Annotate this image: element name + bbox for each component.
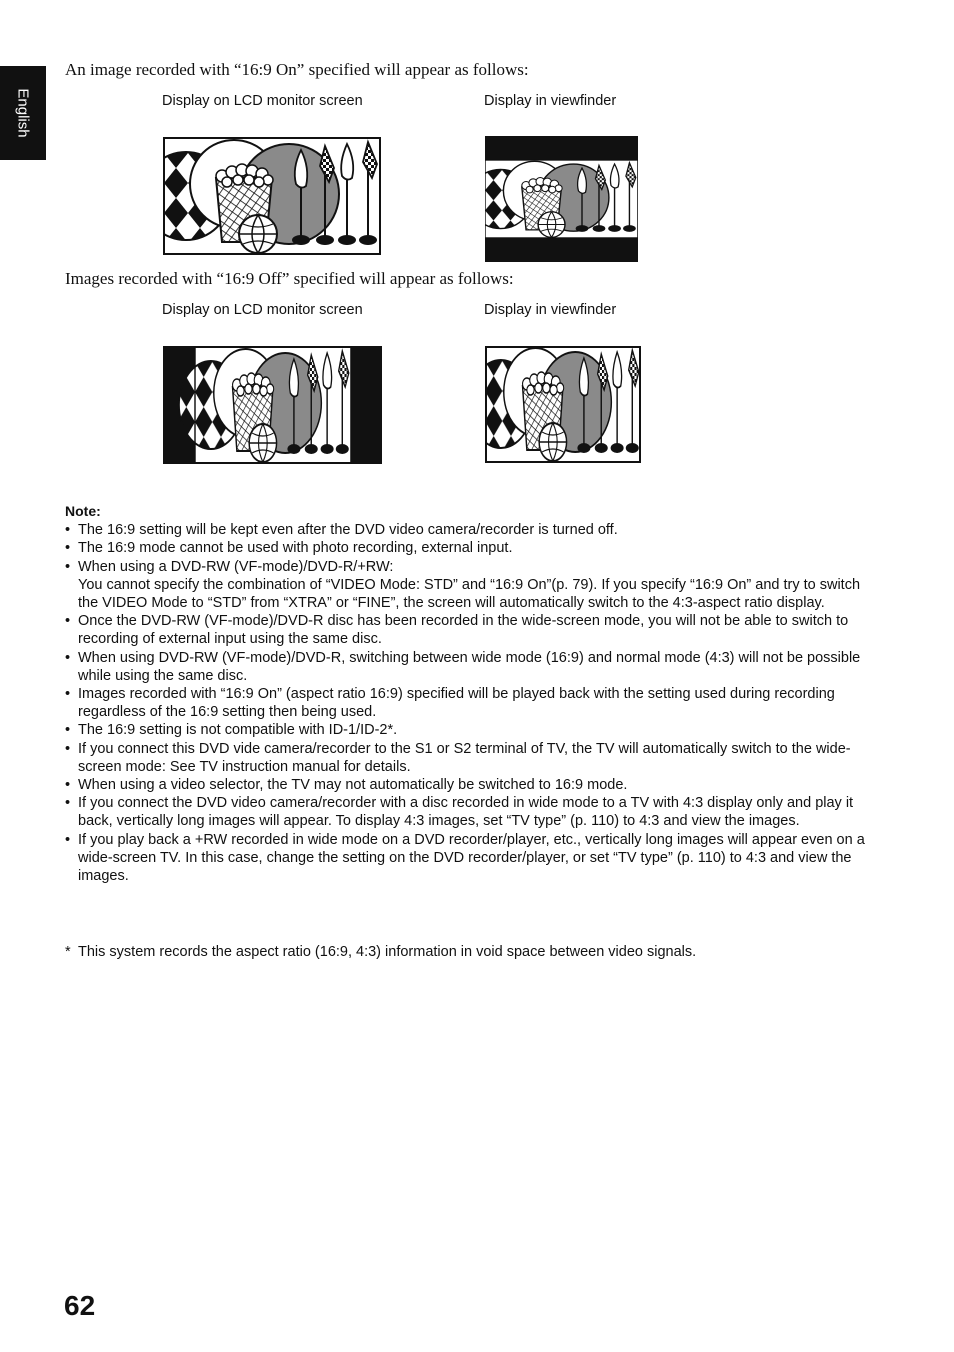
page-number: 62 <box>64 1290 96 1321</box>
language-tab-label: English <box>14 88 32 138</box>
list-item: • The 16:9 mode cannot be used with photo recording, external input. <box>65 539 875 557</box>
section2-caption-lcd: Display on LCD monitor screen <box>162 302 363 318</box>
note-title: Note: <box>65 503 101 519</box>
section2-caption-viewfinder: Display in viewfinder <box>484 302 617 318</box>
list-item: • The 16:9 setting is not compatible with ID-1/ID-2*. <box>65 721 875 739</box>
list-item: • Once the DVD-RW (VF-mode)/DVD-R disc has been recorded in the wide-screen mode, you will not be able to switch to recording of external input using the same disc. <box>65 612 875 648</box>
list-item: • If you play back a +RW recorded in wide mode on a DVD recorder/player, etc., vertically long images will appear even on a wide-screen TV. In this case, change the setting on the DVD recorder/player, or set “TV type” (p. 110) to 4:3 and view the images. <box>65 831 875 886</box>
section1-caption-lcd: Display on LCD monitor screen <box>162 93 363 109</box>
figure-16-9-on-viewfinder <box>485 136 638 262</box>
figure-16-9-off-viewfinder <box>485 346 641 463</box>
list-item: • If you connect this DVD vide camera/recorder to the S1 or S2 terminal of TV, the TV will automatically switch to the wide-screen mode: See TV instruction manual for details. <box>65 740 875 776</box>
note-list <box>65 521 875 885</box>
list-item: • When using a DVD-RW (VF-mode)/DVD-R/+RW: You cannot specify the combination of “VIDEO Mode: STD” and “16:9 On”(p. 79). If you specify “16:9 On” and try to switch the VIDEO Mode to “STD” from “XTRA” or “FINE”, the screen will automatically switch to the 4:3-aspect ratio display. <box>65 558 875 613</box>
list-item: • The 16:9 setting will be kept even after the DVD video camera/recorder is turned off. <box>65 521 875 539</box>
footnote-mark: * <box>65 944 71 960</box>
note-section <box>65 502 875 885</box>
section1-heading: An image recorded with “16:9 On” specified will appear as follows: <box>65 60 529 79</box>
section1-caption-viewfinder: Display in viewfinder <box>484 93 617 109</box>
footnote-text: This system records the aspect ratio (16:9, 4:3) information in void space between video signals. <box>78 944 697 960</box>
list-item-continuation: You cannot specify the combination of “VIDEO Mode: STD” and “16:9 On”(p. 79). If you specify “16:9 On” and try to switch the VIDEO Mode to “STD” from “XTRA” or “FINE”, the screen will automatically switch to the 4:3-aspect ratio display. <box>78 576 861 612</box>
list-item: • Images recorded with “16:9 On” (aspect ratio 16:9) specified will be played back with the setting used during recording regardless of the 16:9 setting then being used. <box>65 685 875 721</box>
list-item: • If you connect the DVD video camera/recorder with a disc recorded in wide mode to a TV with 4:3 display only and play it back, vertically long images will appear. To display 4:3 images, set “TV type” (p. 110) to 4:3 and view the images. <box>65 794 875 830</box>
figure-16-9-on-lcd <box>163 137 382 255</box>
section2-heading: Images recorded with “16:9 Off” specified will appear as follows: <box>65 269 514 288</box>
figure-16-9-off-lcd <box>163 346 382 464</box>
footnote <box>65 943 875 961</box>
list-item: • When using DVD-RW (VF-mode)/DVD-R, switching between wide mode (16:9) and normal mode (4:3) will not be possible while using the same disc. <box>65 649 875 685</box>
language-tab <box>0 66 46 160</box>
list-item: • When using a video selector, the TV may not automatically be switched to 16:9 mode. <box>65 776 875 794</box>
